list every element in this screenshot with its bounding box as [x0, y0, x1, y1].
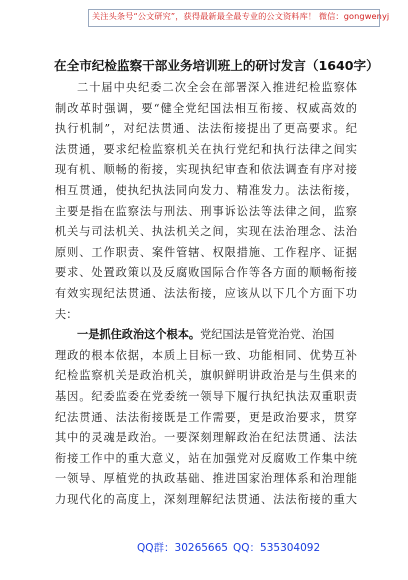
- body-line: 有效实现纪法贯通、法法衔接，应该从以下几个方面下功: [55, 286, 357, 300]
- body-line: 夫：: [55, 307, 78, 321]
- header-banner: [0, 0, 408, 40]
- body-line: 现有机、顺畅的衔接，实现执纪审查和依法调查有序对接: [55, 163, 357, 177]
- body-line: 纪检监察机关是政治机关，旗帜鲜明讲政治是与生俱来的: [55, 369, 357, 383]
- body-line: 衔接工作中的重大意义，站在加强党对反腐败工作集中统: [55, 451, 357, 465]
- banner-text: 关注头条号“公文研究”，获得最新最全最专业的公文资料库！ 微信：gongwenyj: [92, 11, 390, 21]
- qq-group-number: QQ群：30265665: [137, 542, 228, 554]
- body-line: 二十届中央纪委二次全会在部署深入推进纪检监察体: [77, 81, 357, 94]
- footer-contacts: [0, 540, 408, 560]
- body-line: 要求、处置政策以及反腐败国际合作等各方面的顺畅衔接: [55, 266, 357, 280]
- body-line: 原则、工作职责、案件管辖、权限措施、工作程序、证据: [55, 245, 357, 259]
- body-line: 力现代化的高度上，深刻理解纪法贯通、法法衔接的重大: [55, 492, 357, 506]
- qq-number: QQ：535304092: [233, 542, 321, 554]
- section-heading-line: [55, 325, 357, 346]
- document-body: [55, 78, 357, 510]
- body-line: 法贯通，要求纪检监察机关在执行党纪和执行法律之间实: [55, 142, 357, 156]
- body-line: 制改革时强调，要“健全党纪国法相互衔接、权威高效的: [55, 101, 357, 115]
- section-heading-continuation: 党纪国法是管党治党、治国: [200, 328, 335, 342]
- document-title: 在全市纪检监察干部业务培训班上的研讨发言（1640字）: [54, 58, 379, 73]
- body-line: 一领导、厚植党的执政基础、推进国家治理体系和治理能: [55, 472, 357, 486]
- section-heading: 一是抓住政治这个根本。: [77, 328, 201, 342]
- body-line: 主要是指在监察法与刑法、刑事诉讼法等法律之间，监察: [55, 204, 357, 218]
- body-line: 机关与司法机关、执法机关之间，实现在法治理念、法治: [55, 225, 357, 239]
- body-line: 理政的根本依据，本质上目标一致、功能相同、优势互补: [55, 348, 357, 362]
- body-line: 相互贯通，使执纪执法同向发力、精准发力。法法衔接，: [55, 183, 357, 197]
- body-line: 纪法贯通、法法衔接既是工作需要，更是政治要求，贯穿: [55, 410, 357, 424]
- body-line: 其中的灵魂是政治。一要深刻理解政治在纪法贯通、法法: [55, 431, 357, 445]
- body-line: 执行机制”，对纪法贯通、法法衔接提出了更高要求。纪: [55, 122, 357, 136]
- body-line: 基因。纪委监委在党委统一领导下履行执纪执法双重职责: [55, 389, 357, 403]
